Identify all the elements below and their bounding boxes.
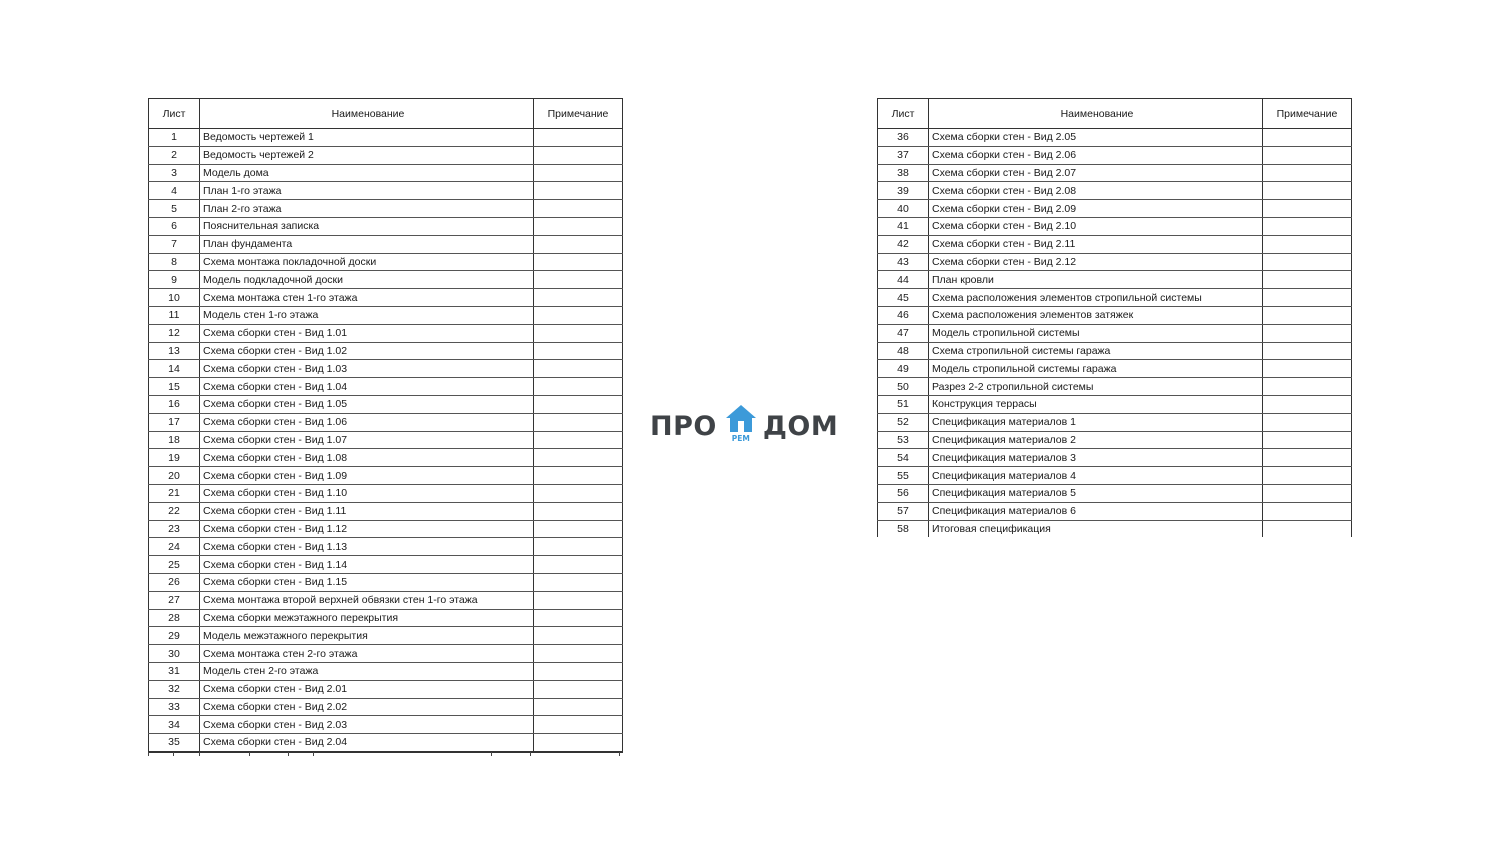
table-row xyxy=(149,306,623,324)
sheet-name-cell: Спецификация материалов 1 xyxy=(929,413,1263,431)
sheet-note-cell xyxy=(1263,378,1352,396)
sheet-number-cell: 56 xyxy=(878,484,929,502)
sheet-name-cell: Схема сборки стен - Вид 2.07 xyxy=(929,164,1263,182)
drawings-list-table-right xyxy=(877,98,1352,537)
table-row xyxy=(149,538,623,556)
logo-text-right: ДОМ xyxy=(762,410,839,442)
sheet-name-cell: Схема сборки стен - Вид 1.11 xyxy=(200,502,534,520)
table-row xyxy=(149,217,623,235)
sheet-note-cell xyxy=(534,627,623,645)
logo-text-left: ПРО xyxy=(650,410,717,442)
table-body-left xyxy=(149,129,623,752)
table-header-row xyxy=(878,99,1352,129)
sheet-note-cell xyxy=(1263,413,1352,431)
table-row xyxy=(878,253,1352,271)
sheet-note-cell xyxy=(534,235,623,253)
sheet-number-cell: 45 xyxy=(878,289,929,307)
house-icon xyxy=(723,404,759,448)
sheet-note-cell xyxy=(1263,484,1352,502)
sheet-name-cell: Схема сборки стен - Вид 2.02 xyxy=(200,698,534,716)
sheet-number-cell: 54 xyxy=(878,449,929,467)
table-row xyxy=(149,378,623,396)
sheet-name-cell: Спецификация материалов 6 xyxy=(929,502,1263,520)
table-row xyxy=(149,467,623,485)
sheet-number-cell: 34 xyxy=(149,716,200,734)
sheet-number-cell: 27 xyxy=(149,591,200,609)
column-header-name: Наименование xyxy=(929,99,1263,129)
sheet-number-cell: 16 xyxy=(149,395,200,413)
sheet-number-cell: 11 xyxy=(149,306,200,324)
table-row xyxy=(149,395,623,413)
table-row xyxy=(149,164,623,182)
table-row xyxy=(149,182,623,200)
sheet-number-cell: 18 xyxy=(149,431,200,449)
table-body-right xyxy=(878,129,1352,538)
sheet-name-cell: Схема сборки стен - Вид 2.04 xyxy=(200,734,534,752)
sheet-number-cell: 20 xyxy=(149,467,200,485)
sheet-number-cell: 33 xyxy=(149,698,200,716)
sheet-note-cell xyxy=(534,662,623,680)
sheet-number-cell: 23 xyxy=(149,520,200,538)
sheet-name-cell: План фундамента xyxy=(200,235,534,253)
sheet-note-cell xyxy=(534,271,623,289)
table-row xyxy=(149,662,623,680)
sheet-name-cell: Схема расположения элементов стропильной системы xyxy=(929,289,1263,307)
sheet-note-cell xyxy=(1263,360,1352,378)
sheet-note-cell xyxy=(534,413,623,431)
sheet-name-cell: Модель стен 1-го этажа xyxy=(200,306,534,324)
sheet-name-cell: Схема монтажа стен 1-го этажа xyxy=(200,289,534,307)
sheet-note-cell xyxy=(534,378,623,396)
sheet-number-cell: 10 xyxy=(149,289,200,307)
table-row xyxy=(878,306,1352,324)
sheet-name-cell: Схема сборки стен - Вид 2.08 xyxy=(929,182,1263,200)
sheet-name-cell: Схема монтажа стен 2-го этажа xyxy=(200,645,534,663)
sheet-note-cell xyxy=(1263,520,1352,537)
table-row xyxy=(878,520,1352,537)
table-row xyxy=(878,235,1352,253)
sheet-number-cell: 57 xyxy=(878,502,929,520)
sheet-number-cell: 5 xyxy=(149,200,200,218)
sheet-note-cell xyxy=(1263,431,1352,449)
sheet-number-cell: 48 xyxy=(878,342,929,360)
sheet-number-cell: 12 xyxy=(149,324,200,342)
sheet-name-cell: Схема сборки стен - Вид 1.03 xyxy=(200,360,534,378)
sheet-name-cell: Конструкция террасы xyxy=(929,395,1263,413)
sheet-note-cell xyxy=(534,289,623,307)
table-row xyxy=(149,502,623,520)
sheet-name-cell: Схема сборки стен - Вид 1.05 xyxy=(200,395,534,413)
sheet-name-cell: Спецификация материалов 2 xyxy=(929,431,1263,449)
sheet-number-cell: 58 xyxy=(878,520,929,537)
table-row xyxy=(878,360,1352,378)
sheet-note-cell xyxy=(534,129,623,147)
sheet-name-cell: Схема сборки стен - Вид 1.12 xyxy=(200,520,534,538)
sheet-number-cell: 24 xyxy=(149,538,200,556)
sheet-note-cell xyxy=(1263,164,1352,182)
sheet-number-cell: 37 xyxy=(878,146,929,164)
table-row xyxy=(149,146,623,164)
sheet-number-cell: 44 xyxy=(878,271,929,289)
sheet-name-cell: Схема сборки стен - Вид 1.09 xyxy=(200,467,534,485)
sheet-note-cell xyxy=(1263,200,1352,218)
table-row xyxy=(149,645,623,663)
sheet-note-cell xyxy=(1263,217,1352,235)
table-row xyxy=(149,734,623,752)
sheet-note-cell xyxy=(534,734,623,752)
sheet-number-cell: 13 xyxy=(149,342,200,360)
sheet-number-cell: 26 xyxy=(149,573,200,591)
sheet-number-cell: 15 xyxy=(149,378,200,396)
sheet-number-cell: 36 xyxy=(878,129,929,147)
sheet-name-cell: План кровли xyxy=(929,271,1263,289)
sheet-name-cell: Схема сборки стен - Вид 1.14 xyxy=(200,556,534,574)
drawings-list-table-left xyxy=(148,98,623,753)
sheet-note-cell xyxy=(534,449,623,467)
sheet-number-cell: 29 xyxy=(149,627,200,645)
sheet-name-cell: Схема стропильной системы гаража xyxy=(929,342,1263,360)
table-row xyxy=(878,378,1352,396)
sheet-number-cell: 52 xyxy=(878,413,929,431)
table-row xyxy=(878,484,1352,502)
sheet-name-cell: Схема сборки стен - Вид 2.11 xyxy=(929,235,1263,253)
sheet-name-cell: Спецификация материалов 4 xyxy=(929,467,1263,485)
sheet-name-cell: Итоговая спецификация xyxy=(929,520,1263,537)
table-row xyxy=(149,289,623,307)
sheet-note-cell xyxy=(534,645,623,663)
sheet-note-cell xyxy=(1263,467,1352,485)
sheet-name-cell: Схема сборки стен - Вид 1.07 xyxy=(200,431,534,449)
table-row xyxy=(149,716,623,734)
sheet-note-cell xyxy=(534,306,623,324)
sheet-name-cell: Схема сборки стен - Вид 1.08 xyxy=(200,449,534,467)
sheet-number-cell: 50 xyxy=(878,378,929,396)
sheet-note-cell xyxy=(534,538,623,556)
sheet-note-cell xyxy=(1263,306,1352,324)
sheet-name-cell: Спецификация материалов 3 xyxy=(929,449,1263,467)
sheet-number-cell: 46 xyxy=(878,306,929,324)
sheet-number-cell: 55 xyxy=(878,467,929,485)
sheet-name-cell: Схема сборки межэтажного перекрытия xyxy=(200,609,534,627)
table-row xyxy=(878,502,1352,520)
sheet-name-cell: Схема сборки стен - Вид 2.05 xyxy=(929,129,1263,147)
logo-subtext: РЕМ xyxy=(731,434,750,443)
table-row xyxy=(149,431,623,449)
sheet-note-cell xyxy=(534,484,623,502)
sheet-note-cell xyxy=(534,680,623,698)
sheet-note-cell xyxy=(1263,449,1352,467)
table-row xyxy=(149,342,623,360)
table-row xyxy=(149,271,623,289)
sheet-note-cell xyxy=(1263,395,1352,413)
column-header-sheet: Лист xyxy=(149,99,200,129)
sheet-name-cell: План 1-го этажа xyxy=(200,182,534,200)
sheet-note-cell xyxy=(1263,502,1352,520)
table-row xyxy=(149,253,623,271)
sheet-name-cell: Схема сборки стен - Вид 1.10 xyxy=(200,484,534,502)
sheet-note-cell xyxy=(1263,324,1352,342)
sheet-name-cell: Схема сборки стен - Вид 2.03 xyxy=(200,716,534,734)
table-row xyxy=(149,324,623,342)
sheet-note-cell xyxy=(534,360,623,378)
table-row xyxy=(878,342,1352,360)
sheet-note-cell xyxy=(534,698,623,716)
sheet-name-cell: Схема сборки стен - Вид 1.15 xyxy=(200,573,534,591)
sheet-note-cell xyxy=(534,520,623,538)
sheet-number-cell: 49 xyxy=(878,360,929,378)
sheet-number-cell: 6 xyxy=(149,217,200,235)
sheet-number-cell: 22 xyxy=(149,502,200,520)
sheet-note-cell xyxy=(534,146,623,164)
sheet-number-cell: 1 xyxy=(149,129,200,147)
column-header-note: Примечание xyxy=(534,99,623,129)
sheet-note-cell xyxy=(534,395,623,413)
sheet-name-cell: Модель стропильной системы гаража xyxy=(929,360,1263,378)
table-row xyxy=(149,609,623,627)
table-row xyxy=(149,484,623,502)
table-row xyxy=(149,449,623,467)
table-row xyxy=(149,413,623,431)
table-row xyxy=(149,627,623,645)
sheet-number-cell: 30 xyxy=(149,645,200,663)
sheet-name-cell: Спецификация материалов 5 xyxy=(929,484,1263,502)
sheet-name-cell: Схема сборки стен - Вид 2.01 xyxy=(200,680,534,698)
table-row xyxy=(878,395,1352,413)
sheet-name-cell: Схема сборки стен - Вид 2.09 xyxy=(929,200,1263,218)
sheet-note-cell xyxy=(534,716,623,734)
table-row xyxy=(878,467,1352,485)
sheet-name-cell: Пояснительная записка xyxy=(200,217,534,235)
sheet-number-cell: 28 xyxy=(149,609,200,627)
table-continuation-ticks xyxy=(148,752,620,756)
sheet-name-cell: Схема сборки стен - Вид 1.04 xyxy=(200,378,534,396)
sheet-name-cell: Схема монтажа второй верхней обвязки стен 1-го этажа xyxy=(200,591,534,609)
sheet-number-cell: 41 xyxy=(878,217,929,235)
table-row xyxy=(878,271,1352,289)
sheet-note-cell xyxy=(534,164,623,182)
sheet-number-cell: 25 xyxy=(149,556,200,574)
sheet-number-cell: 31 xyxy=(149,662,200,680)
column-header-note: Примечание xyxy=(1263,99,1352,129)
table-row xyxy=(878,324,1352,342)
sheet-number-cell: 43 xyxy=(878,253,929,271)
table-row xyxy=(149,680,623,698)
sheet-note-cell xyxy=(1263,235,1352,253)
sheet-number-cell: 21 xyxy=(149,484,200,502)
sheet-number-cell: 42 xyxy=(878,235,929,253)
sheet-name-cell: Модель межэтажного перекрытия xyxy=(200,627,534,645)
table-row xyxy=(149,591,623,609)
sheet-note-cell xyxy=(534,324,623,342)
table-row xyxy=(149,520,623,538)
sheet-number-cell: 2 xyxy=(149,146,200,164)
sheet-name-cell: Схема сборки стен - Вид 1.02 xyxy=(200,342,534,360)
table-row xyxy=(878,146,1352,164)
table-row xyxy=(149,556,623,574)
table-row xyxy=(149,129,623,147)
sheet-note-cell xyxy=(1263,146,1352,164)
sheet-name-cell: Схема сборки стен - Вид 2.06 xyxy=(929,146,1263,164)
sheet-note-cell xyxy=(1263,253,1352,271)
company-logo xyxy=(650,404,850,448)
table-row xyxy=(149,573,623,591)
sheet-name-cell: Модель подкладочной доски xyxy=(200,271,534,289)
sheet-name-cell: Ведомость чертежей 2 xyxy=(200,146,534,164)
table-row xyxy=(878,217,1352,235)
sheet-name-cell: Разрез 2-2 стропильной системы xyxy=(929,378,1263,396)
sheet-name-cell: Схема расположения элементов затяжек xyxy=(929,306,1263,324)
table-row xyxy=(878,413,1352,431)
sheet-number-cell: 19 xyxy=(149,449,200,467)
sheet-note-cell xyxy=(534,609,623,627)
sheet-note-cell xyxy=(1263,289,1352,307)
column-header-sheet: Лист xyxy=(878,99,929,129)
sheet-number-cell: 38 xyxy=(878,164,929,182)
table-row xyxy=(149,698,623,716)
sheet-number-cell: 53 xyxy=(878,431,929,449)
table-row xyxy=(149,200,623,218)
sheet-note-cell xyxy=(534,217,623,235)
sheet-name-cell: Ведомость чертежей 1 xyxy=(200,129,534,147)
sheet-name-cell: Модель дома xyxy=(200,164,534,182)
sheet-note-cell xyxy=(1263,271,1352,289)
table-row xyxy=(878,449,1352,467)
sheet-name-cell: Модель стропильной системы xyxy=(929,324,1263,342)
sheet-name-cell: Схема сборки стен - Вид 2.12 xyxy=(929,253,1263,271)
table-header-row xyxy=(149,99,623,129)
sheet-note-cell xyxy=(534,200,623,218)
sheet-note-cell xyxy=(1263,182,1352,200)
table-row xyxy=(149,360,623,378)
sheet-note-cell xyxy=(534,573,623,591)
table-row xyxy=(149,235,623,253)
sheet-number-cell: 14 xyxy=(149,360,200,378)
table-row xyxy=(878,431,1352,449)
sheet-note-cell xyxy=(534,182,623,200)
sheet-note-cell xyxy=(1263,129,1352,147)
sheet-number-cell: 47 xyxy=(878,324,929,342)
table-row xyxy=(878,129,1352,147)
sheet-number-cell: 35 xyxy=(149,734,200,752)
column-header-name: Наименование xyxy=(200,99,534,129)
sheet-number-cell: 40 xyxy=(878,200,929,218)
table-row xyxy=(878,182,1352,200)
sheet-name-cell: План 2-го этажа xyxy=(200,200,534,218)
sheet-number-cell: 39 xyxy=(878,182,929,200)
sheet-note-cell xyxy=(1263,342,1352,360)
sheet-name-cell: Схема сборки стен - Вид 1.06 xyxy=(200,413,534,431)
sheet-name-cell: Схема сборки стен - Вид 1.01 xyxy=(200,324,534,342)
sheet-name-cell: Модель стен 2-го этажа xyxy=(200,662,534,680)
table-row xyxy=(878,164,1352,182)
sheet-number-cell: 4 xyxy=(149,182,200,200)
sheet-number-cell: 3 xyxy=(149,164,200,182)
sheet-name-cell: Схема сборки стен - Вид 1.13 xyxy=(200,538,534,556)
sheet-number-cell: 17 xyxy=(149,413,200,431)
sheet-note-cell xyxy=(534,253,623,271)
table-row xyxy=(878,289,1352,307)
sheet-number-cell: 32 xyxy=(149,680,200,698)
sheet-note-cell xyxy=(534,342,623,360)
sheet-number-cell: 7 xyxy=(149,235,200,253)
sheet-name-cell: Схема сборки стен - Вид 2.10 xyxy=(929,217,1263,235)
sheet-note-cell xyxy=(534,431,623,449)
table-row xyxy=(878,200,1352,218)
sheet-number-cell: 51 xyxy=(878,395,929,413)
sheet-note-cell xyxy=(534,502,623,520)
sheet-note-cell xyxy=(534,467,623,485)
sheet-note-cell xyxy=(534,556,623,574)
sheet-number-cell: 8 xyxy=(149,253,200,271)
sheet-name-cell: Схема монтажа покладочной доски xyxy=(200,253,534,271)
sheet-note-cell xyxy=(534,591,623,609)
sheet-number-cell: 9 xyxy=(149,271,200,289)
